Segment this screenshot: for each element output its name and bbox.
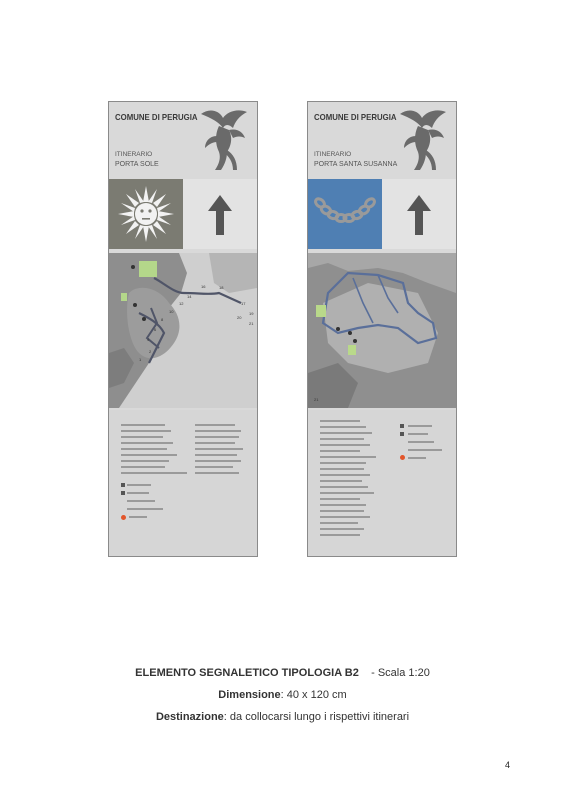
svg-text:2: 2 — [149, 349, 152, 354]
svg-text:20: 20 — [237, 315, 242, 320]
arrow-tile — [183, 179, 257, 249]
route-legend — [109, 410, 257, 556]
page-number: 4 — [505, 760, 511, 770]
svg-text:10: 10 — [169, 309, 174, 314]
dimension-label: Dimensione — [218, 689, 281, 701]
svg-text:14: 14 — [187, 294, 192, 299]
route-map — [109, 253, 257, 408]
caption-dimension-line — [0, 689, 565, 701]
sun-face-icon — [109, 179, 183, 249]
griffin-icon — [193, 106, 253, 176]
arrow-up-icon — [382, 179, 456, 249]
panel-header — [308, 102, 456, 179]
route-map — [308, 253, 456, 408]
svg-text:19: 19 — [249, 311, 254, 316]
panel-header — [109, 102, 257, 179]
itinerario-name: PORTA SOLE — [115, 161, 159, 168]
svg-text:12: 12 — [179, 301, 184, 306]
griffin-icon — [392, 106, 452, 176]
itinerario-name: PORTA SANTA SUSANNA — [314, 161, 398, 168]
route-legend — [308, 410, 456, 556]
comune-title: COMUNE DI PERUGIA — [115, 112, 198, 122]
itinerario-label: ITINERARIO — [115, 151, 153, 158]
caption-title: ELEMENTO SEGNALETICO TIPOLOGIA B2 — [135, 667, 359, 679]
caption-title-line — [0, 667, 565, 679]
svg-text:1: 1 — [139, 357, 142, 362]
svg-text:4: 4 — [147, 337, 150, 342]
icon-tile — [308, 179, 382, 249]
destination-label: Destinazione — [155, 711, 224, 723]
chain-icon — [308, 179, 382, 249]
caption-destination-line — [0, 711, 565, 723]
svg-text:21: 21 — [314, 397, 319, 402]
arrow-tile — [382, 179, 456, 249]
icon-tile — [109, 179, 183, 249]
sign-panel-porta-santa-susanna — [307, 101, 457, 557]
arrow-up-icon — [183, 179, 257, 249]
svg-text:16: 16 — [201, 284, 206, 289]
destination-value: : da collocarsi lungo i rispettivi itinerari — [223, 711, 410, 723]
svg-text:17: 17 — [241, 301, 246, 306]
svg-text:8: 8 — [161, 317, 164, 322]
svg-text:6: 6 — [154, 327, 157, 332]
comune-title: COMUNE DI PERUGIA — [314, 112, 397, 122]
sign-panel-porta-sole — [108, 101, 258, 557]
svg-text:18: 18 — [219, 285, 224, 290]
itinerario-label: ITINERARIO — [314, 151, 352, 158]
svg-text:21: 21 — [249, 321, 254, 326]
dimension-value: : 40 x 120 cm — [280, 689, 347, 701]
caption-scale: - Scala 1:20 — [371, 667, 430, 679]
